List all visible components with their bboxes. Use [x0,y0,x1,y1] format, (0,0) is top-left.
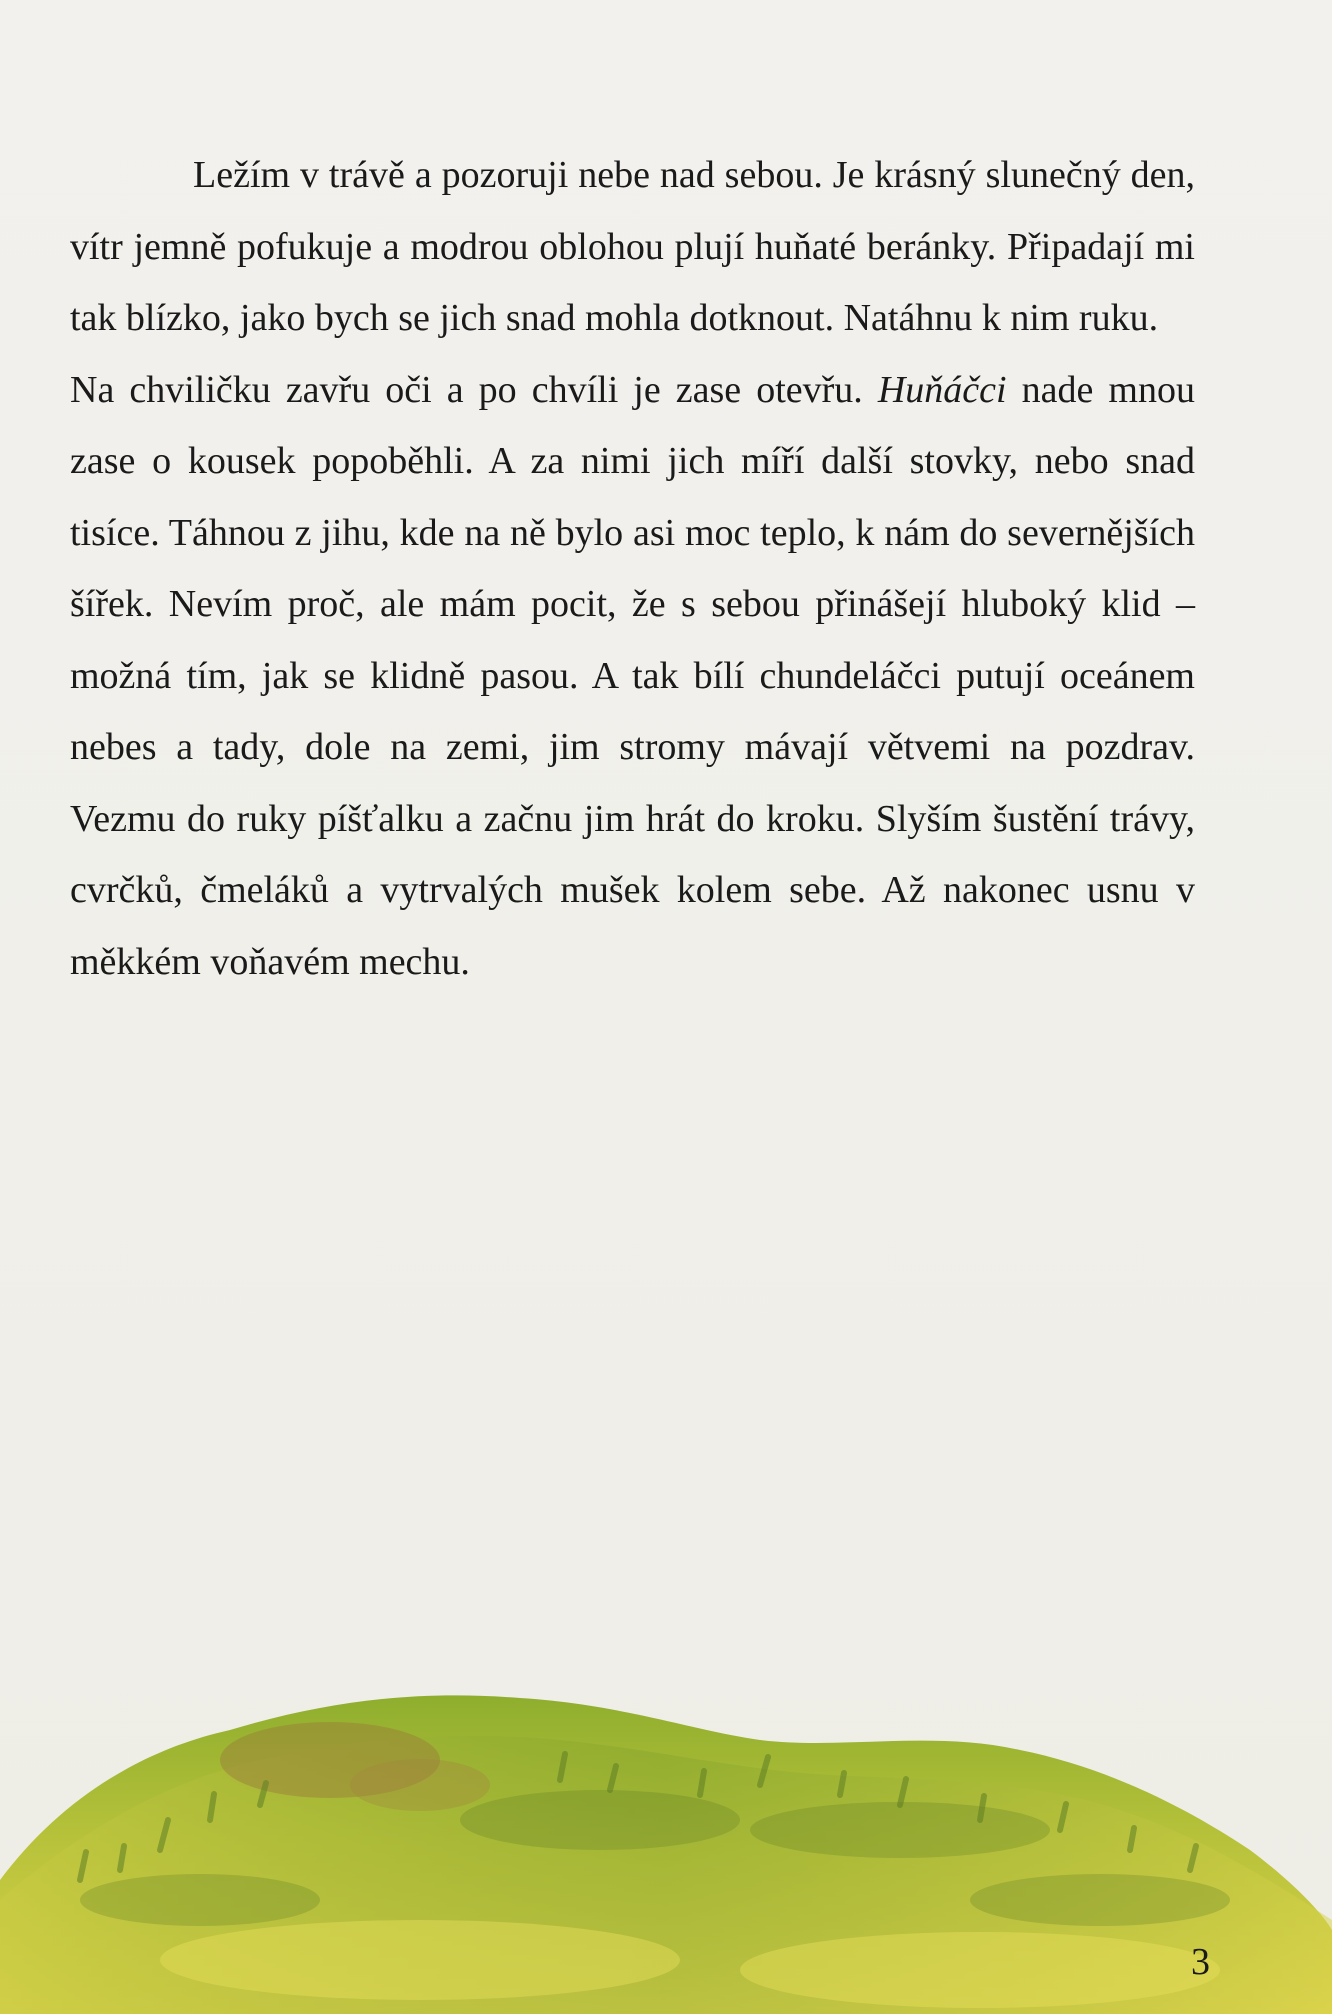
grass-hill-illustration [0,1580,1332,2014]
page-number: 3 [1191,1941,1210,1983]
rust-patch-2 [350,1759,490,1811]
paragraph-2-rest: nade mnou zase o kousek popoběhli. A za nimi jich míří další stovky, nebo snad tisíce. Táhnou z jihu, kde na ně bylo asi moc teplo, k nám do severnějších šířek. Nevím proč, ale mám pocit, že s sebou přinášejí hluboký klid – možná tím, jak se klidně pasou. A tak bílí chundeláčci putují oceánem nebes a tady, dole na zemi, jim stromy mávají větvemi na pozdrav. Vezmu do ruky píšťalku a začnu jim hrát do kroku. Slyším šustění trávy, cvrčků, čmeláků a vytrvalých mušek kolem sebe. Až nakonec usnu v měkkém voňavém mechu. [70,368,1195,983]
paragraph-2 [70,355,1195,999]
paragraph-1: Ležím v trávě a pozoruji nebe nad sebou. Je krásný slunečný den, vítr jemně pofukuje a modrou oblohou plují huňaté beránky. Připadají mi tak blízko, jako bych se jich snad mohla dotknout. Natáhnu k nim ruku. [70,154,1195,339]
italic-word: Huňáčci [877,368,1007,411]
story-text [70,140,1195,998]
paragraph-2-lead: Na chviličku zavřu oči a po chvíli je zase otevřu. [70,368,878,411]
